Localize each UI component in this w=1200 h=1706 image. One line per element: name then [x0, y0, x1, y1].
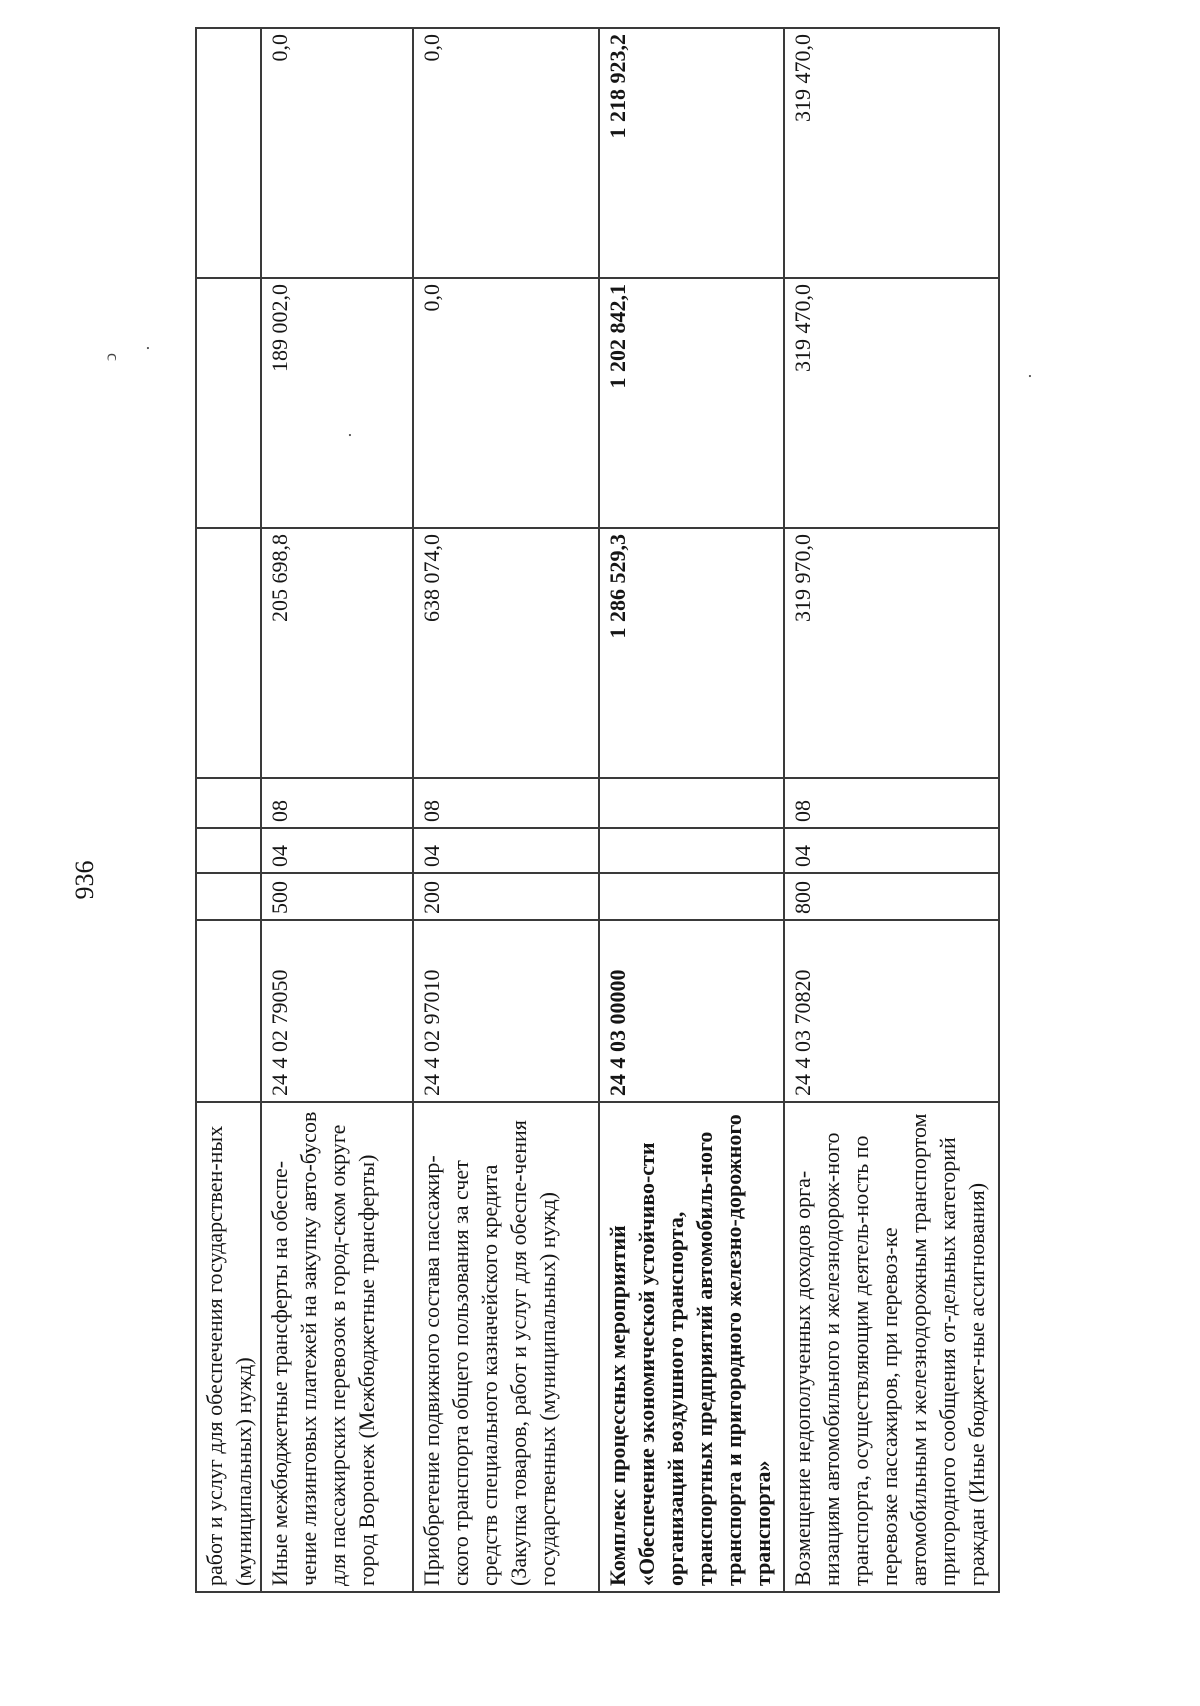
row-value-2: 1 202 842,1 — [599, 278, 784, 528]
scan-mark: · — [138, 345, 158, 351]
budget-table — [195, 27, 1000, 1593]
row-section — [196, 828, 261, 873]
row-code: 24 4 02 97010 — [413, 920, 599, 1102]
row-value-1: 319 970,0 — [784, 528, 999, 778]
row-section: 04 — [784, 828, 999, 873]
scan-mark: · — [1020, 373, 1040, 379]
row-value-1 — [196, 528, 261, 778]
row-section: 04 — [261, 828, 413, 873]
row-name: Приобретение подвижного состава пассажир-ского транспорта общего пользования за счет средств специального казначейского кредита (Закупка товаров, работ и услуг для обеспе-чения государственных (муниципальных) нужд) — [413, 1102, 599, 1592]
row-value-3: 319 470,0 — [784, 28, 999, 278]
scan-mark: · — [340, 432, 360, 438]
scan-mark: ↄ — [100, 353, 120, 361]
row-value-2: 0,0 — [413, 278, 599, 528]
row-section — [599, 828, 784, 873]
row-value-2 — [196, 278, 261, 528]
row-name: работ и услуг для обеспечения государствен-ных (муниципальных) нужд) — [196, 1102, 261, 1592]
row-expense-type — [599, 873, 784, 920]
row-value-3: 1 218 923,2 — [599, 28, 784, 278]
row-code — [196, 920, 261, 1102]
row-name: Возмещение недополученных доходов орга-низациям автомобильного и железнодорож-ного транспорта, осуществляющим деятель-ность по перевозке пассажиров, при перевоз-ке автомобильным и железнодорожным транспортом пригородного сообщения от-дельных категорий граждан (Иные бюджет-ные ассигнования) — [784, 1102, 999, 1592]
table-row — [784, 28, 999, 1592]
row-subsection: 08 — [261, 778, 413, 828]
table-row — [196, 28, 261, 1592]
row-name: Комплекс процессных мероприятий «Обеспечение экономической устойчиво-сти организаций воздушного транспорта, транспортных предприятий автомобиль-ного транспорта и пригородного железно-дорожного транспорта» — [599, 1102, 784, 1592]
row-expense-type: 200 — [413, 873, 599, 920]
row-subsection — [196, 778, 261, 828]
row-value-1: 638 074,0 — [413, 528, 599, 778]
row-section: 04 — [413, 828, 599, 873]
row-subsection: 08 — [784, 778, 999, 828]
row-value-2: 319 470,0 — [784, 278, 999, 528]
row-name: Иные межбюджетные трансферты на обеспе-чение лизинговых платежей на закупку авто-бусов для пассажирских перевозок в город-ском округе город Воронеж (Межбюджетные трансферты) — [261, 1102, 413, 1592]
row-expense-type: 500 — [261, 873, 413, 920]
row-value-1: 1 286 529,3 — [599, 528, 784, 778]
row-expense-type — [196, 873, 261, 920]
row-value-3: 0,0 — [261, 28, 413, 278]
row-code: 24 4 03 70820 — [784, 920, 999, 1102]
table-row — [599, 28, 784, 1592]
row-value-3: 0,0 — [413, 28, 599, 278]
row-subsection: 08 — [413, 778, 599, 828]
row-subsection — [599, 778, 784, 828]
table-row — [413, 28, 599, 1592]
row-expense-type: 800 — [784, 873, 999, 920]
row-value-3 — [196, 28, 261, 278]
row-code: 24 4 03 00000 — [599, 920, 784, 1102]
row-code: 24 4 02 79050 — [261, 920, 413, 1102]
row-value-1: 205 698,8 — [261, 528, 413, 778]
page-number: 936 — [70, 860, 99, 900]
table-row — [261, 28, 413, 1592]
row-value-2: 189 002,0 — [261, 278, 413, 528]
